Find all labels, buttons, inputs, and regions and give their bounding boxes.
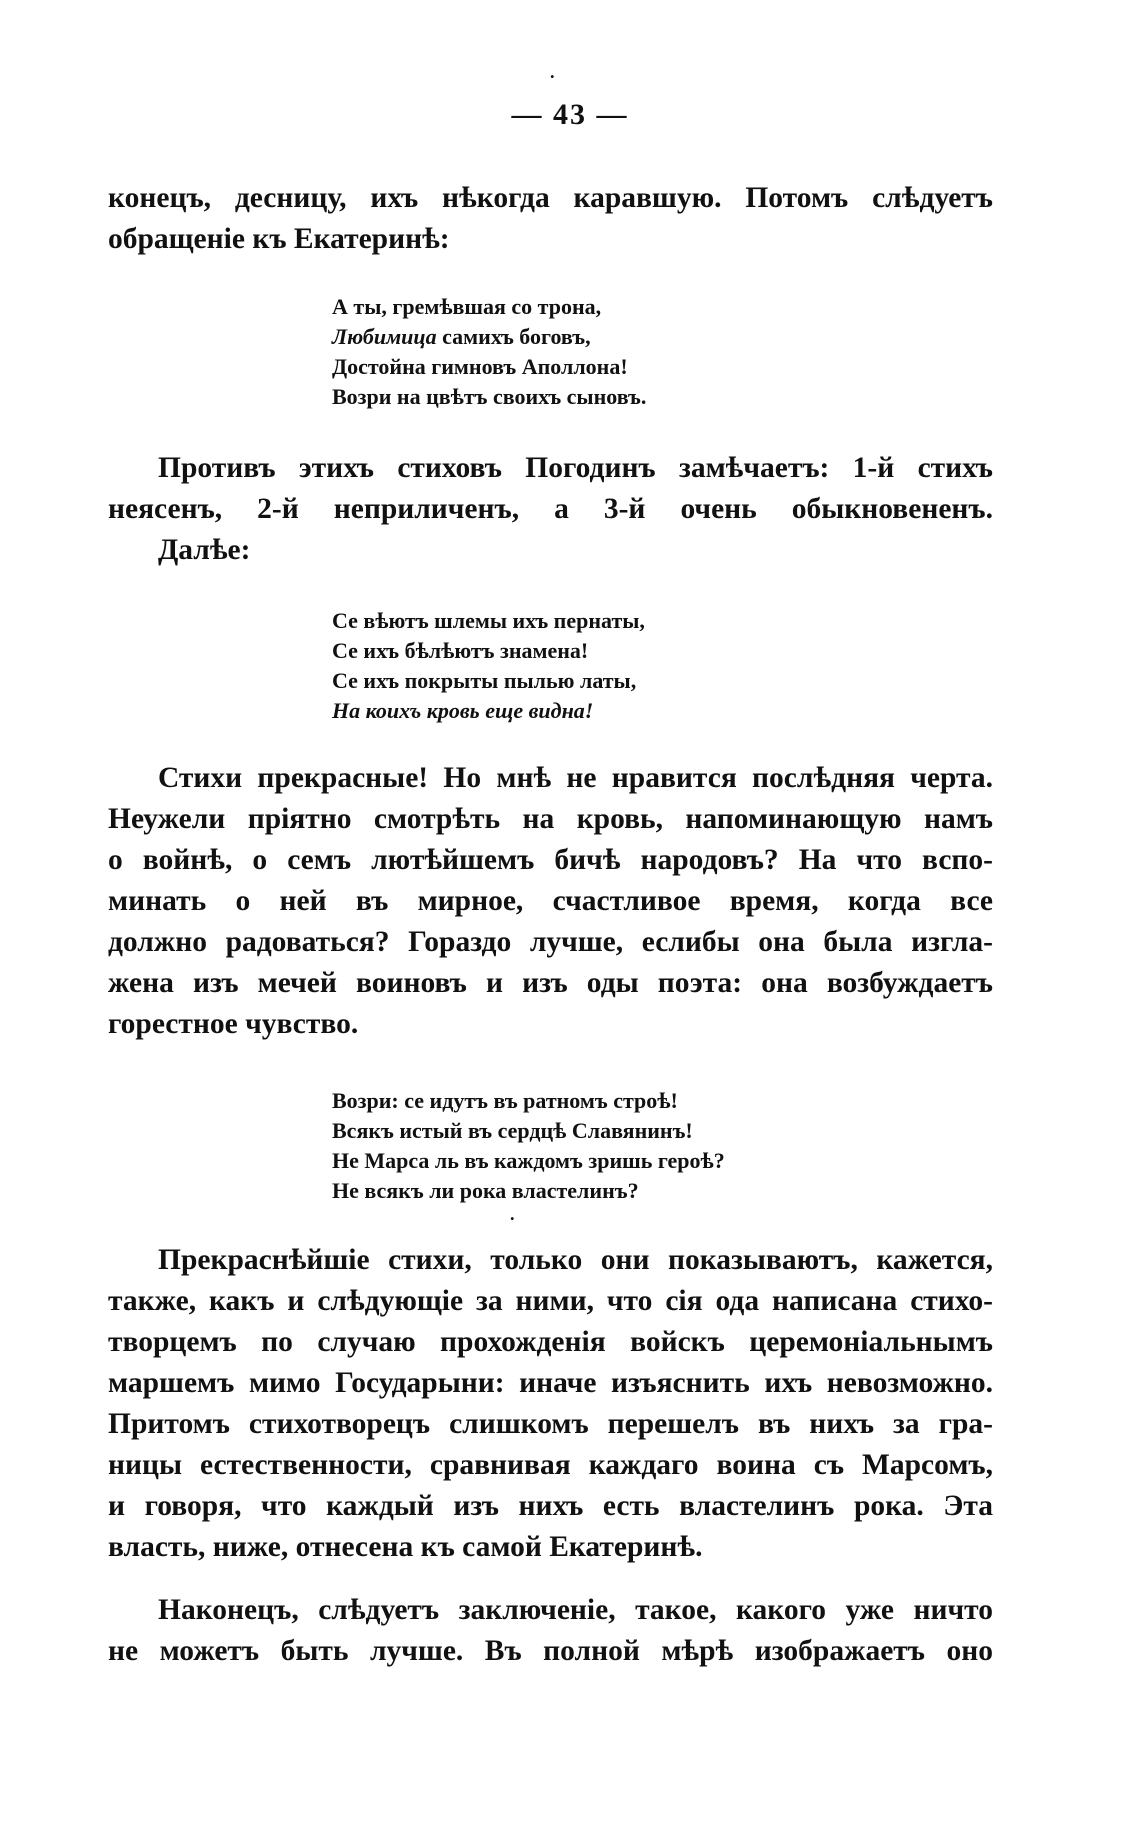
text-line: неясенъ, 2-й неприличенъ, а 3-й очень обыкновененъ. [108, 493, 993, 525]
text-line: Стихи прекрасные! Но мнѣ не нравится послѣдняя черта. [158, 762, 993, 794]
text-line: Противъ этихъ стиховъ Погодинъ замѣчаетъ: 1-й стихъ [158, 452, 993, 484]
verse-line: Се ихъ покрыты пылью латы, [332, 668, 637, 693]
paragraph-2 [108, 448, 993, 571]
verse-3 [332, 1086, 725, 1206]
verse-line: Не всякъ ли рока властелинъ? [332, 1178, 639, 1203]
paragraph-1 [108, 178, 993, 260]
text-line: минать о ней въ мирное, счастливое время, когда все [108, 885, 993, 917]
verse-line: Возри: се идутъ въ ратномъ строѣ! [332, 1088, 678, 1113]
text-line: власть, ниже, отнесена къ самой Екатеринѣ. [108, 1531, 703, 1563]
verse-line [332, 322, 646, 352]
text-line: жена изъ мечей воиновъ и изъ оды поэта: она возбуждаетъ [108, 967, 993, 999]
text-line: конецъ, десницу, ихъ нѣкогда каравшую. Потомъ слѣдуетъ [108, 182, 993, 214]
verse-line-rest: самихъ боговъ, [436, 324, 591, 349]
ink-speck: . [510, 1204, 515, 1224]
verse-2 [332, 606, 645, 726]
page-number: — 43 — [511, 98, 629, 131]
text-line: должно радоваться? Гораздо лучше, еслибы она была изгла- [108, 926, 993, 958]
ink-speck: . [550, 62, 555, 82]
text-line: Наконецъ, слѣдуетъ заключеніе, такое, какого уже ничто [158, 1594, 993, 1626]
verse-line: Се ихъ бѣлѣютъ знамена! [332, 638, 589, 663]
verse-line: Не Марса ль въ каждомъ зришь героѣ? [332, 1148, 725, 1173]
verse-line: Возри на цвѣтъ своихъ сыновъ. [332, 384, 647, 409]
verse-line: Всякъ истый въ сердцѣ Славянинъ! [332, 1118, 693, 1143]
text-line: Прекраснѣйшіе стихи, только они показываютъ, кажется, [158, 1244, 993, 1276]
text-line: творцемъ по случаю прохожденія войскъ церемоніальнымъ [108, 1326, 993, 1358]
verse-line: А ты, гремѣвшая со трона, [332, 294, 602, 319]
italic-word: Любимица [332, 324, 437, 349]
text-line: горестное чувство. [108, 1008, 359, 1040]
text-line: ницы естественности, сравнивая каждаго воина съ Марсомъ, [108, 1449, 993, 1481]
text-line: не можетъ быть лучше. Въ полной мѣрѣ изображаетъ оно [108, 1635, 993, 1667]
paragraph-3 [108, 758, 993, 1045]
text-line: Неужели пріятно смотрѣть на кровь, напоминающую намъ [108, 803, 993, 835]
text-line: маршемъ мимо Государыни: иначе изъяснить ихъ невозможно. [108, 1367, 993, 1399]
text-line: обращеніе къ Екатеринѣ: [108, 223, 450, 255]
text-line: Далѣе: [158, 534, 251, 566]
text-line: и говоря, что каждый изъ нихъ есть властелинъ рока. Эта [108, 1490, 993, 1522]
verse-line: На коихъ кровь еще видна! [332, 698, 594, 723]
verse-line: Достойна гимновъ Аполлона! [332, 354, 628, 379]
text-line: Притомъ стихотворецъ слишкомъ перешелъ въ нихъ за гра- [108, 1408, 993, 1440]
paragraph-5 [108, 1590, 993, 1672]
paragraph-4 [108, 1240, 993, 1568]
verse-1 [332, 292, 646, 412]
text-line: также, какъ и слѣдующіе за ними, что сія ода написана стихо- [108, 1285, 993, 1317]
text-line: о войнѣ, о семъ лютѣйшемъ бичѣ народовъ? На что вспо- [108, 844, 993, 876]
verse-line: Се вѣютъ шлемы ихъ пернаты, [332, 608, 645, 633]
